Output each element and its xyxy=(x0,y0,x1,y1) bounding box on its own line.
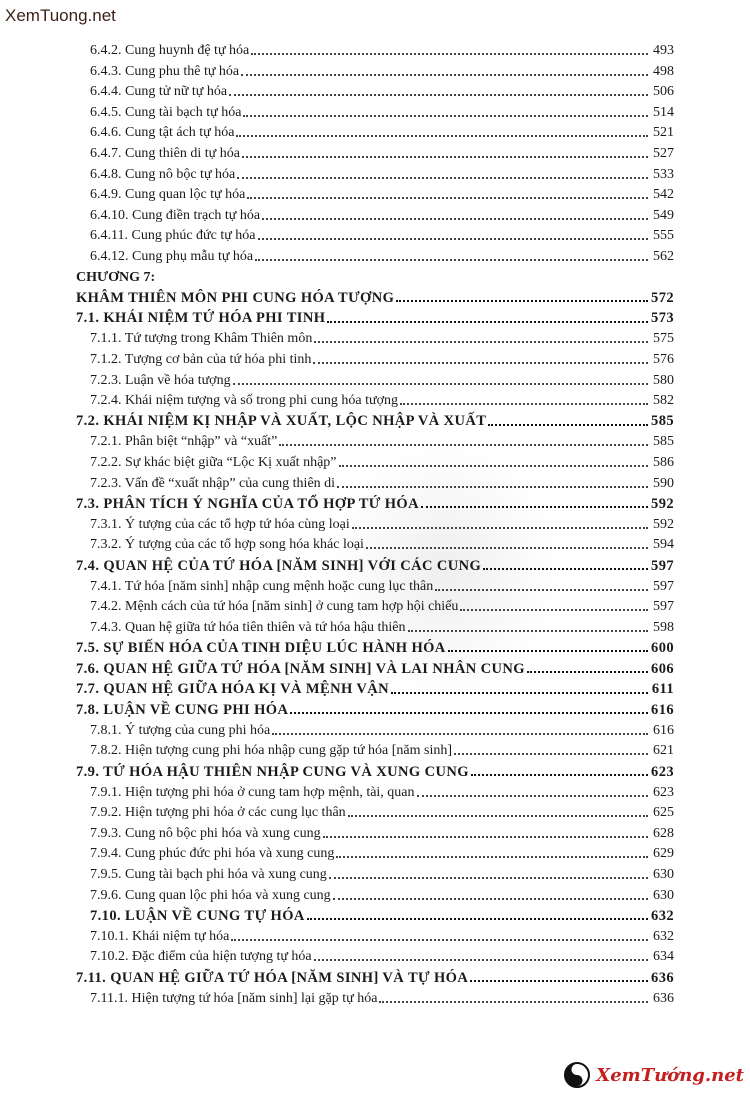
toc-entry-page: 597 xyxy=(651,557,674,574)
toc-entry-title: 6.4.9. Cung quan lộc tự hóa xyxy=(90,187,246,203)
dot-leader xyxy=(327,321,648,323)
toc-entry[interactable] xyxy=(0,59,750,79)
toc-entry-page: 606 xyxy=(651,660,674,677)
toc-entry[interactable] xyxy=(0,883,750,903)
toc-entry-title: 6.4.11. Cung phúc đức tự hóa xyxy=(90,228,256,244)
dot-leader xyxy=(352,527,648,529)
toc-entry-title: 7.3. PHÂN TÍCH Ý NGHĨA CỦA TỔ HỢP TỨ HÓA xyxy=(76,495,419,512)
dot-leader xyxy=(258,238,648,240)
toc-entry[interactable] xyxy=(0,141,750,161)
toc-entry[interactable] xyxy=(0,862,750,882)
dot-leader xyxy=(236,135,648,137)
dot-leader xyxy=(279,444,648,446)
toc-entry-title: 6.4.7. Cung thiên di tự hóa xyxy=(90,146,240,161)
toc-entry-title: 7.11. QUAN HỆ GIỮA TỨ HÓA [NĂM SINH] VÀ TỰ HÓA xyxy=(76,969,469,986)
toc-entry-title: 7.10.1. Khái niệm tự hóa xyxy=(90,928,230,944)
toc-entry-title: 7.8.2. Hiện tượng cung phi hóa nhập cung gặp tứ hóa [năm sinh] xyxy=(90,743,453,759)
toc-entry-page: 594 xyxy=(653,537,674,553)
dot-leader xyxy=(241,74,648,76)
toc-entry[interactable] xyxy=(0,594,750,614)
dot-leader xyxy=(454,753,648,755)
toc-entry[interactable] xyxy=(0,471,750,491)
toc-entry-title: 6.4.4. Cung tử nữ tự hóa xyxy=(90,84,228,100)
toc-entry-page: 585 xyxy=(653,434,674,450)
toc-entry-page: 616 xyxy=(651,701,674,718)
dot-leader xyxy=(243,115,648,117)
dot-leader xyxy=(417,795,648,797)
dot-leader xyxy=(470,980,648,982)
toc-entry[interactable] xyxy=(0,347,750,367)
toc-entry-title: 6.4.10. Cung điền trạch tự hóa xyxy=(90,207,261,223)
toc-entry-page: 592 xyxy=(653,516,674,532)
toc-entry-page: 572 xyxy=(651,289,674,306)
dot-leader xyxy=(251,53,648,55)
toc-section[interactable] xyxy=(0,635,750,655)
toc-entry-page: 549 xyxy=(653,207,674,223)
toc-entry[interactable] xyxy=(0,244,750,264)
toc-section[interactable] xyxy=(0,965,750,985)
toc-entry[interactable] xyxy=(0,120,750,140)
dot-leader xyxy=(237,177,648,179)
footer-brand: XemTướng.net xyxy=(596,1064,744,1086)
toc-section[interactable] xyxy=(0,759,750,779)
toc-entry-page: 623 xyxy=(653,784,674,800)
toc-entry-page: 573 xyxy=(651,310,674,327)
toc-entry-title: 7.4. QUAN HỆ CỦA TỨ HÓA [NĂM SINH] VỚI CÁC CUNG xyxy=(76,557,482,574)
toc-section[interactable] xyxy=(0,306,750,326)
toc-entry-title: 6.4.12. Cung phụ mẫu tự hóa xyxy=(90,249,254,264)
dot-leader xyxy=(488,424,648,426)
toc-entry-page: 623 xyxy=(651,763,674,780)
toc-entry-page: 555 xyxy=(653,228,674,244)
toc-entry-page: 616 xyxy=(653,722,674,738)
toc-entry[interactable] xyxy=(0,532,750,552)
dot-leader xyxy=(333,898,648,900)
toc-entry-title: 7.9.5. Cung tài bạch phi hóa và xung cung xyxy=(90,867,327,882)
toc-entry-title: 6.4.5. Cung tài bạch tự hóa xyxy=(90,104,242,120)
toc-entry[interactable] xyxy=(0,512,750,532)
toc-section[interactable] xyxy=(0,697,750,717)
dot-leader xyxy=(391,692,648,694)
dot-leader xyxy=(366,547,648,549)
toc-entry-title: 7.8. LUẬN VỀ CUNG PHI HÓA xyxy=(76,701,289,718)
toc-entry[interactable] xyxy=(0,780,750,800)
toc-entry[interactable] xyxy=(0,429,750,449)
dot-leader xyxy=(272,733,648,735)
dot-leader xyxy=(314,341,648,343)
toc-entry-title: 7.2.3. Vấn đề “xuất nhập” của cung thiên di xyxy=(90,475,336,491)
toc-entry-page: 600 xyxy=(651,639,674,656)
dot-leader xyxy=(337,486,648,488)
toc-entry-page: 634 xyxy=(653,949,674,965)
dot-leader xyxy=(231,939,648,941)
dot-leader xyxy=(460,609,648,611)
toc-entry[interactable] xyxy=(0,368,750,388)
toc-entry[interactable] xyxy=(0,615,750,635)
toc-entry-title: 7.9.1. Hiện tượng phi hóa ở cung tam hợp mệnh, tài, quan xyxy=(90,784,415,800)
toc-entry-page: 542 xyxy=(653,187,674,203)
toc-entry[interactable] xyxy=(0,821,750,841)
toc-entry[interactable] xyxy=(0,924,750,944)
dot-leader xyxy=(229,94,648,96)
toc-entry-page: 521 xyxy=(653,125,674,141)
chapter-label xyxy=(0,265,750,285)
toc-entry[interactable] xyxy=(0,326,750,346)
dot-leader xyxy=(323,836,648,838)
dot-leader xyxy=(313,362,648,364)
toc-entry-page: 562 xyxy=(653,249,674,264)
toc-entry-page: 630 xyxy=(653,887,674,903)
toc-entry-page: 580 xyxy=(653,372,674,388)
dot-leader xyxy=(339,465,649,467)
toc-entry-page: 630 xyxy=(653,867,674,882)
toc-entry[interactable] xyxy=(0,944,750,964)
dot-leader xyxy=(262,218,648,220)
toc-entry[interactable] xyxy=(0,986,750,1006)
toc-entry-title: 7.4.1. Tứ hóa [năm sinh] nhập cung mệnh hoặc cung lục thân xyxy=(90,578,434,594)
dot-leader xyxy=(408,630,648,632)
toc-entry-title: KHÂM THIÊN MÔN PHI CUNG HÓA TƯỢNG xyxy=(76,289,395,306)
site-link[interactable]: XemTuong.net xyxy=(5,6,116,25)
toc-entry-page: 611 xyxy=(651,681,674,698)
dot-leader xyxy=(348,815,648,817)
toc-entry-page: 527 xyxy=(653,146,674,161)
toc-entry[interactable] xyxy=(0,388,750,408)
dot-leader xyxy=(242,156,648,158)
toc-entry-page: 597 xyxy=(653,578,674,594)
toc-entry-page: 625 xyxy=(653,805,674,821)
toc-entry-title: 7.6. QUAN HỆ GIỮA TỨ HÓA [NĂM SINH] VÀ LAI NHÂN CUNG xyxy=(76,660,525,677)
toc-chapter[interactable] xyxy=(0,285,750,305)
dot-leader xyxy=(435,589,648,591)
dot-leader xyxy=(471,774,648,776)
toc-entry[interactable] xyxy=(0,574,750,594)
toc-entry-title: 7.2.1. Phân biệt “nhập” và “xuất” xyxy=(90,434,278,450)
toc-entry-title: 7.1.2. Tượng cơ bản của tứ hóa phi tinh xyxy=(90,352,312,367)
toc-entry[interactable] xyxy=(0,182,750,202)
toc-entry[interactable] xyxy=(0,223,750,243)
dot-leader xyxy=(379,1001,648,1003)
dot-leader xyxy=(307,918,648,920)
toc-entry-title: 7.3.2. Ý tượng của các tổ hợp song hóa khác loại xyxy=(90,537,364,553)
toc-entry-title: 6.4.3. Cung phu thê tự hóa xyxy=(90,63,240,79)
dot-leader xyxy=(483,568,648,570)
toc-entry-title: 7.2.3. Luận về hóa tượng xyxy=(90,372,231,388)
toc-entry[interactable] xyxy=(0,800,750,820)
dot-leader xyxy=(448,650,648,652)
dot-leader xyxy=(255,259,648,261)
toc-entry-title: 7.9.6. Cung quan lộc phi hóa và xung cung xyxy=(90,887,331,903)
toc-entry-page: 590 xyxy=(653,475,674,491)
toc-entry-title: 7.9.3. Cung nô bộc phi hóa và xung cung xyxy=(90,825,321,841)
toc-entry-page: 493 xyxy=(653,43,674,58)
toc-entry-title: 6.4.8. Cung nô bộc tự hóa xyxy=(90,166,236,182)
toc-entry[interactable] xyxy=(0,738,750,758)
toc-entry-page: 632 xyxy=(651,907,674,924)
toc-entry-page: 636 xyxy=(653,990,674,1006)
toc-section[interactable] xyxy=(0,903,750,923)
toc-entry-title: 7.3.1. Ý tượng của các tổ hợp tứ hóa cùng loại xyxy=(90,516,350,532)
toc-entry[interactable] xyxy=(0,79,750,99)
toc-entry-title: 7.9.4. Cung phúc đức phi hóa và xung cung xyxy=(90,846,335,862)
dot-leader xyxy=(336,856,648,858)
toc-entry-page: 575 xyxy=(653,331,674,347)
toc-entry[interactable] xyxy=(0,718,750,738)
toc-section[interactable] xyxy=(0,677,750,697)
toc-entry-page: 629 xyxy=(653,846,674,862)
toc-entry[interactable] xyxy=(0,841,750,861)
toc-section[interactable] xyxy=(0,491,750,511)
dot-leader xyxy=(247,197,648,199)
dot-leader xyxy=(290,712,648,714)
toc-entry-title: 7.1. KHÁI NIỆM TỨ HÓA PHI TINH xyxy=(76,310,326,327)
toc-entry-page: 621 xyxy=(653,743,674,759)
toc-entry-title: 6.4.6. Cung tật ách tự hóa xyxy=(90,125,235,141)
dot-leader xyxy=(421,506,648,508)
toc-entry-title: 7.8.1. Ý tượng của cung phi hóa xyxy=(90,722,271,738)
chapter-number: CHƯƠNG 7: xyxy=(76,269,156,285)
toc-entry-page: 628 xyxy=(653,825,674,841)
dot-leader xyxy=(329,877,648,879)
toc-entry-title: 7.11.1. Hiện tượng tứ hóa [năm sinh] lại gặp tự hóa xyxy=(90,990,378,1006)
toc-section[interactable] xyxy=(0,409,750,429)
dot-leader xyxy=(396,300,648,302)
toc-entry[interactable] xyxy=(0,38,750,58)
toc-entry-page: 576 xyxy=(653,352,674,367)
toc-entry-page: 597 xyxy=(653,599,674,615)
toc-entry-title: 7.7. QUAN HỆ GIỮA HÓA KỊ VÀ MỆNH VẬN xyxy=(76,681,390,698)
toc-section[interactable] xyxy=(0,656,750,676)
toc-entry-page: 498 xyxy=(653,63,674,79)
toc-entry-title: 7.2.2. Sự khác biệt giữa “Lộc Kị xuất nhập” xyxy=(90,455,337,470)
dot-leader xyxy=(314,959,648,961)
toc-entry-title: 7.4.3. Quan hệ giữa tứ hóa tiên thiên và tứ hóa hậu thiên xyxy=(90,619,406,635)
toc-entry-title: 7.10. LUẬN VỀ CUNG TỰ HÓA xyxy=(90,907,305,924)
toc-entry-title: 7.4.2. Mệnh cách của tứ hóa [năm sinh] ở cung tam hợp hội chiếu xyxy=(90,599,459,615)
toc-entry-page: 586 xyxy=(653,455,674,470)
toc-section[interactable] xyxy=(0,553,750,573)
footer-logo[interactable] xyxy=(564,1062,744,1088)
toc-entry-title: 7.5. SỰ BIẾN HÓA CỦA TINH DIỆU LÚC HÀNH HÓA xyxy=(76,639,446,656)
toc-entry-page: 582 xyxy=(653,393,674,409)
yin-yang-icon xyxy=(564,1062,590,1088)
dot-leader xyxy=(233,383,648,385)
toc-entry-title: 6.4.2. Cung huynh đệ tự hóa xyxy=(90,43,250,58)
toc-entry-title: 7.2.4. Khái niệm tượng và số trong phi cung hóa tượng xyxy=(90,393,398,409)
toc-entry-page: 533 xyxy=(653,166,674,182)
toc-entry-title: 7.1.1. Tứ tượng trong Khâm Thiên môn xyxy=(90,331,313,347)
toc-entry-page: 598 xyxy=(653,619,674,635)
toc-entry[interactable] xyxy=(0,450,750,470)
toc-entry-page: 585 xyxy=(651,413,674,430)
dot-leader xyxy=(527,671,648,673)
toc-entry-page: 636 xyxy=(651,969,674,986)
toc-entry-title: 7.2. KHÁI NIỆM KỊ NHẬP VÀ XUẤT, LỘC NHẬP VÀ XUẤT xyxy=(76,413,487,430)
toc-entry[interactable] xyxy=(0,203,750,223)
toc-entry[interactable] xyxy=(0,100,750,120)
dot-leader xyxy=(400,403,648,405)
toc-entry[interactable] xyxy=(0,162,750,182)
toc-entry-page: 592 xyxy=(651,495,674,512)
toc-entry-page: 632 xyxy=(653,928,674,944)
toc-entry-page: 506 xyxy=(653,84,674,100)
toc-entry-title: 7.9. TỨ HÓA HẬU THIÊN NHẬP CUNG VÀ XUNG CUNG xyxy=(76,763,469,780)
toc-entry-title: 7.10.2. Đặc điểm của hiện tượng tự hóa xyxy=(90,949,312,965)
toc-entry-title: 7.9.2. Hiện tượng phi hóa ở các cung lục thân xyxy=(90,805,346,821)
toc-entry-page: 514 xyxy=(653,104,674,120)
